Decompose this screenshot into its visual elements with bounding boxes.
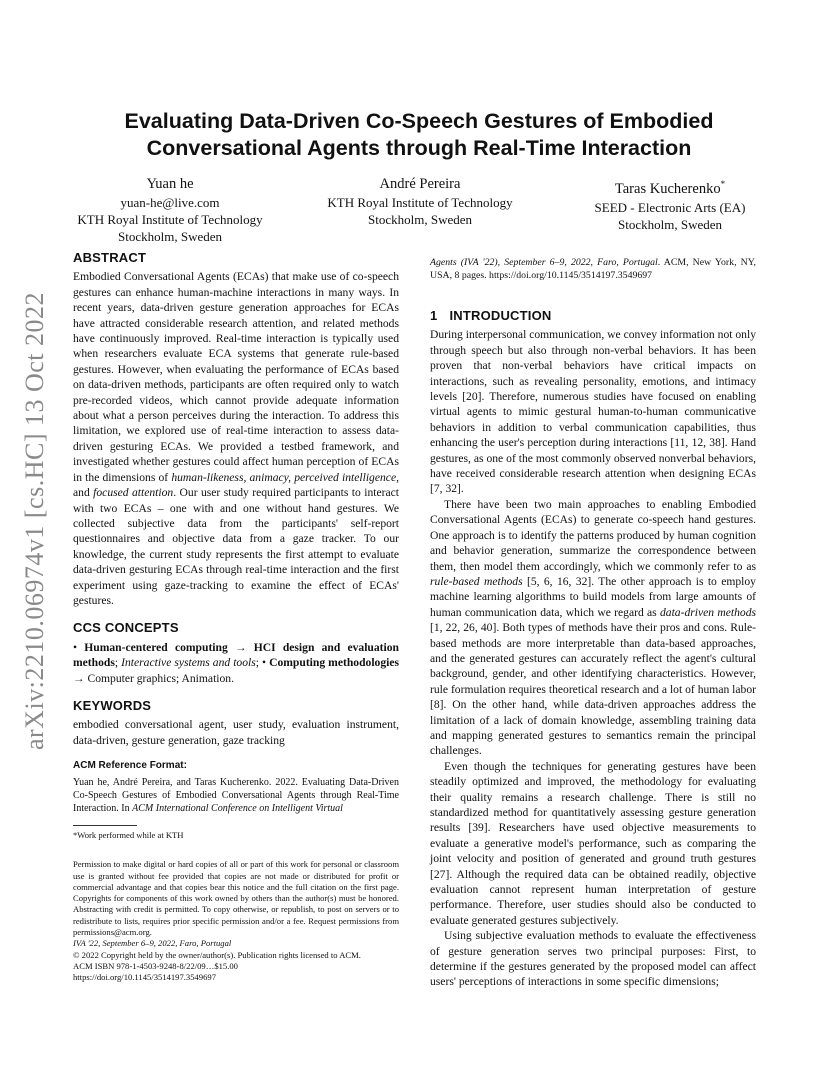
author-email: yuan-he@live.com	[120, 195, 220, 210]
title-line-2: Conversational Agents through Real-Time Interaction	[146, 136, 692, 160]
introduction-body	[430, 327, 756, 989]
keywords-heading: KEYWORDS	[73, 697, 152, 713]
permission-notice: Permission to make digital or hard copies of all or part of this work for personal or classroom use is granted without fee provided that copies are not made or distributed for profit or commercial advantage and that copies bear this notice and the full citation on the first page. Copyrights for components of this work owned by others than the author(s) must be honored. Abstracting with credit is permitted. To copy otherwise, or republish, to post on servers or to redistribute to lists, requires prior specific permission and/or a fee. Request permissions from permissions@acm.org.	[73, 859, 399, 937]
footnote: *Work performed while at KTH	[73, 830, 184, 841]
author-name: Taras Kucherenko*	[614, 179, 726, 197]
intro-paragraph-3: Even though the techniques for generating gestures have been steadily optimized and improved, the methodology for evaluating their quality remains a research challenge. There is still no standardized method for quantitatively assessing gesture generation results [39]. Researchers have used objective measurements to evaluate a generative model's performance, such as comparing the joint velocity and position of generated and ground truth gestures [27]. Although the required data can be obtained readily, objective evaluation cannot represent human interpretation of gesture performance. Therefore, user studies should also be conducted to evaluate generated gestures subjectively.	[430, 759, 756, 927]
right-column	[430, 256, 756, 990]
intro-paragraph-2: There have been two main approaches to enabling Embodied Conversational Agents (ECAs) to generate co-speech hand gestures. One approach is to identify the patterns produced by human cognition and behavior generation, summarize the correspondence between them, then model them accordingly, which we commonly refer to as rule-based methods [5, 6, 16, 32]. The other approach is to employ machine learning algorithms to build models from large amounts of human communication data, which we regard as data-driven methods [1, 22, 26, 40]. Both types of methods have their pros and cons. Rule-based methods are more interpretable than data-based approaches, and the generated gestures can accurately reflect the agent's cultural background, gender, and other identifying characteristics. However, rule formulation requires theoretical research and a lot of human labor [8]. On the other hand, while data-driven approaches address the limitation of a lack of domain knowledge, assembling training data and mapping generated gestures to semantics remain the principal challenges.	[430, 497, 756, 758]
footnote-mark: *	[720, 179, 726, 189]
acm-ref-continued: Agents (IVA '22), September 6–9, 2022, Faro, Portugal. ACM, New York, NY, USA, 8 pages. https://doi.org/10.1145/3514197.3549697	[430, 257, 756, 281]
doi-line: https://doi.org/10.1145/3514197.3549697	[73, 972, 216, 983]
author-3	[560, 175, 780, 233]
intro-paragraph-1: During interpersonal communication, we convey information not only through speech but also through non-verbal behaviors. It has been proven that non-verbal behaviors have critical impacts on interactions, such as revealing personality, emotions, and intimacy levels [20]. Therefore, numerous studies have focused on enabling virtual agents to mimic gestural human-to-human communicative behaviors in addition to verbal communication capabilities, thus enhancing the user's perception during interactions [11, 12, 38]. Hand gestures, as one of the most commonly observed nonverbal behaviors, have received considerable research attention when designing ECAs [7, 32].	[430, 328, 756, 496]
introduction-heading	[430, 308, 756, 323]
abstract-heading: ABSTRACT	[73, 250, 147, 265]
author-location: Stockholm, Sweden	[118, 229, 222, 244]
title-line-1: Evaluating Data-Driven Co-Speech Gestures of Embodied	[124, 109, 714, 133]
paper-title	[60, 108, 778, 162]
acm-ref-heading: ACM Reference Format:	[73, 760, 187, 772]
author-location: Stockholm, Sweden	[618, 216, 722, 232]
arxiv-stamp	[20, 286, 50, 756]
conference-line: IVA '22, September 6–9, 2022, Faro, Portugal	[73, 938, 232, 949]
footnote-rule	[73, 825, 137, 826]
author-name: Yuan he	[146, 176, 194, 192]
section-title: INTRODUCTION	[449, 308, 552, 323]
author-affiliation: KTH Royal Institute of Technology	[77, 212, 263, 227]
isbn-line: ACM ISBN 978-1-4503-9248-8/22/09…$15.00	[73, 960, 238, 971]
intro-paragraph-4: Using subjective evaluation methods to evaluate the effectiveness of gesture generation serves two principal purposes: First, to determine if the gestures generated by the proposed model can affect users' perceptions of interactions in some specific dimensions;	[430, 929, 756, 989]
keywords-text: embodied conversational agent, user study, evaluation instrument, data-driven, gesture generation, gaze tracking	[73, 718, 399, 747]
author-affiliation: SEED - Electronic Arts (EA)	[594, 199, 746, 215]
arxiv-id: arXiv:2210.06974v1 [cs.HC] 13 Oct 2022	[20, 291, 49, 751]
ccs-text: • Human-centered computing → HCI design and evaluation methods; Interactive systems and tools; • Computing methodologies → Computer graphics; Animation.	[73, 640, 400, 685]
author-location: Stockholm, Sweden	[368, 212, 472, 227]
abstract-text: Embodied Conversational Agents (ECAs) that make use of co-speech gestures can enhance human-machine interactions in many ways. In recent years, data-driven gesture generation approaches for ECAs have attracted considerable research attention, and related methods have continuously improved. Real-time interaction is typically used when researchers evaluate ECA systems that generate rule-based gestures. However, when evaluating the performance of ECAs based on data-driven methods, participants are often required only to watch pre-recorded videos, which cannot provide adequate information about what a person perceives during the interaction. To address this limitation, we explored use of real-time interaction to assess data-driven gesturing ECAs. We provided a testbed framework, and investigated whether gestures could affect human perception of ECAs in the dimensions of human-likeness, animacy, perceived intelligence, and focused attention. Our user study required participants to interact with two ECAs – one with and one without hand gestures. We collected subjective data from the participants' self-report questionnaires and objective data from a gaze tracker. To our knowledge, the current study represents the first attempt to evaluate data-driven gesturing ECAs through real-time interaction and the first experiment using gaze-tracking to examine the effect of ECAs' gestures.	[73, 270, 399, 607]
section-number: 1	[430, 308, 438, 323]
author-2	[300, 175, 540, 228]
acm-ref-text: Yuan he, André Pereira, and Taras Kucherenko. 2022. Evaluating Data-Driven Co-Speech Gestures of Embodied Conversational Agents through Real-Time Interaction. In ACM International Conference on Intelligent Virtual	[73, 776, 399, 814]
author-affiliation: KTH Royal Institute of Technology	[327, 195, 513, 210]
left-column	[73, 250, 399, 983]
author-1	[60, 175, 280, 245]
ccs-heading: CCS CONCEPTS	[73, 620, 179, 636]
author-name: André Pereira	[379, 176, 461, 192]
copyright-line: © 2022 Copyright held by the owner/author(s). Publication rights licensed to ACM.	[73, 949, 361, 960]
permission-block	[73, 859, 399, 983]
